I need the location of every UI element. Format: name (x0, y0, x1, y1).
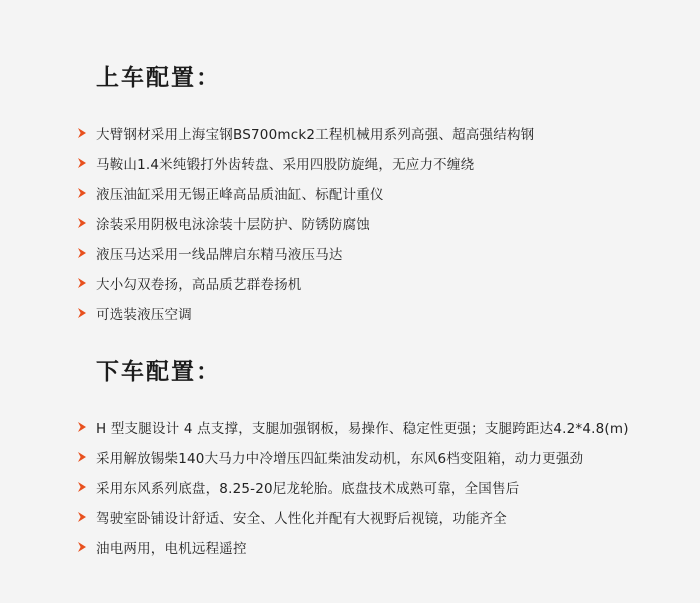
list-item-text: 油电两用，电机远程遥控 (96, 541, 247, 557)
chevron-right-icon (76, 216, 92, 230)
list-item (76, 268, 534, 298)
list-item-text: 液压油缸采用无锡正峰高品质油缸、标配计重仪 (96, 187, 384, 203)
list-item (76, 238, 534, 268)
list-item-text: 涂装采用阴极电泳涂装十层防护、防锈防腐蚀 (96, 217, 370, 233)
chevron-right-icon (76, 480, 92, 494)
list-item-text: H 型支腿设计 4 点支撑，支腿加强钢板，易操作、稳定性更强；支腿跨距达4.2*4.8(m) (96, 421, 629, 437)
chevron-right-icon (76, 450, 92, 464)
list-item-text: 采用东风系列底盘，8.25-20尼龙轮胎。底盘技术成熟可靠，全国售后 (96, 481, 520, 497)
list-item (76, 118, 534, 148)
list-item-text: 马鞍山1.4米纯锻打外齿转盘、采用四股防旋绳，无应力不缠绕 (96, 157, 475, 173)
list-item (76, 148, 534, 178)
chevron-right-icon (76, 420, 92, 434)
chevron-right-icon (76, 186, 92, 200)
chevron-right-icon (76, 126, 92, 140)
upper-config-list (76, 118, 534, 328)
list-item (76, 442, 629, 472)
list-item-text: 驾驶室卧铺设计舒适、安全、人性化并配有大视野后视镜，功能齐全 (96, 511, 507, 527)
list-item (76, 532, 629, 562)
list-item-text: 可选装液压空调 (96, 307, 192, 323)
list-item-text: 大臂钢材采用上海宝钢BS700mck2工程机械用系列高强、超高强结构钢 (96, 127, 535, 143)
list-item (76, 208, 534, 238)
chevron-right-icon (76, 306, 92, 320)
list-item-text: 大小勾双卷扬，高品质艺群卷扬机 (96, 277, 302, 293)
chevron-right-icon (76, 156, 92, 170)
list-item-text: 采用解放锡柴140大马力中冷增压四缸柴油发动机，东风6档变阻箱，动力更强劲 (96, 451, 584, 467)
chevron-right-icon (76, 540, 92, 554)
list-item (76, 298, 534, 328)
list-item (76, 412, 629, 442)
list-item (76, 472, 629, 502)
chevron-right-icon (76, 246, 92, 260)
list-item-text: 液压马达采用一线品牌启东精马液压马达 (96, 247, 343, 263)
upper-config-title: 上车配置： (96, 65, 221, 91)
chevron-right-icon (76, 276, 92, 290)
list-item (76, 178, 534, 208)
chevron-right-icon (76, 510, 92, 524)
lower-config-list (76, 412, 629, 562)
list-item (76, 502, 629, 532)
lower-config-title: 下车配置： (96, 359, 221, 385)
